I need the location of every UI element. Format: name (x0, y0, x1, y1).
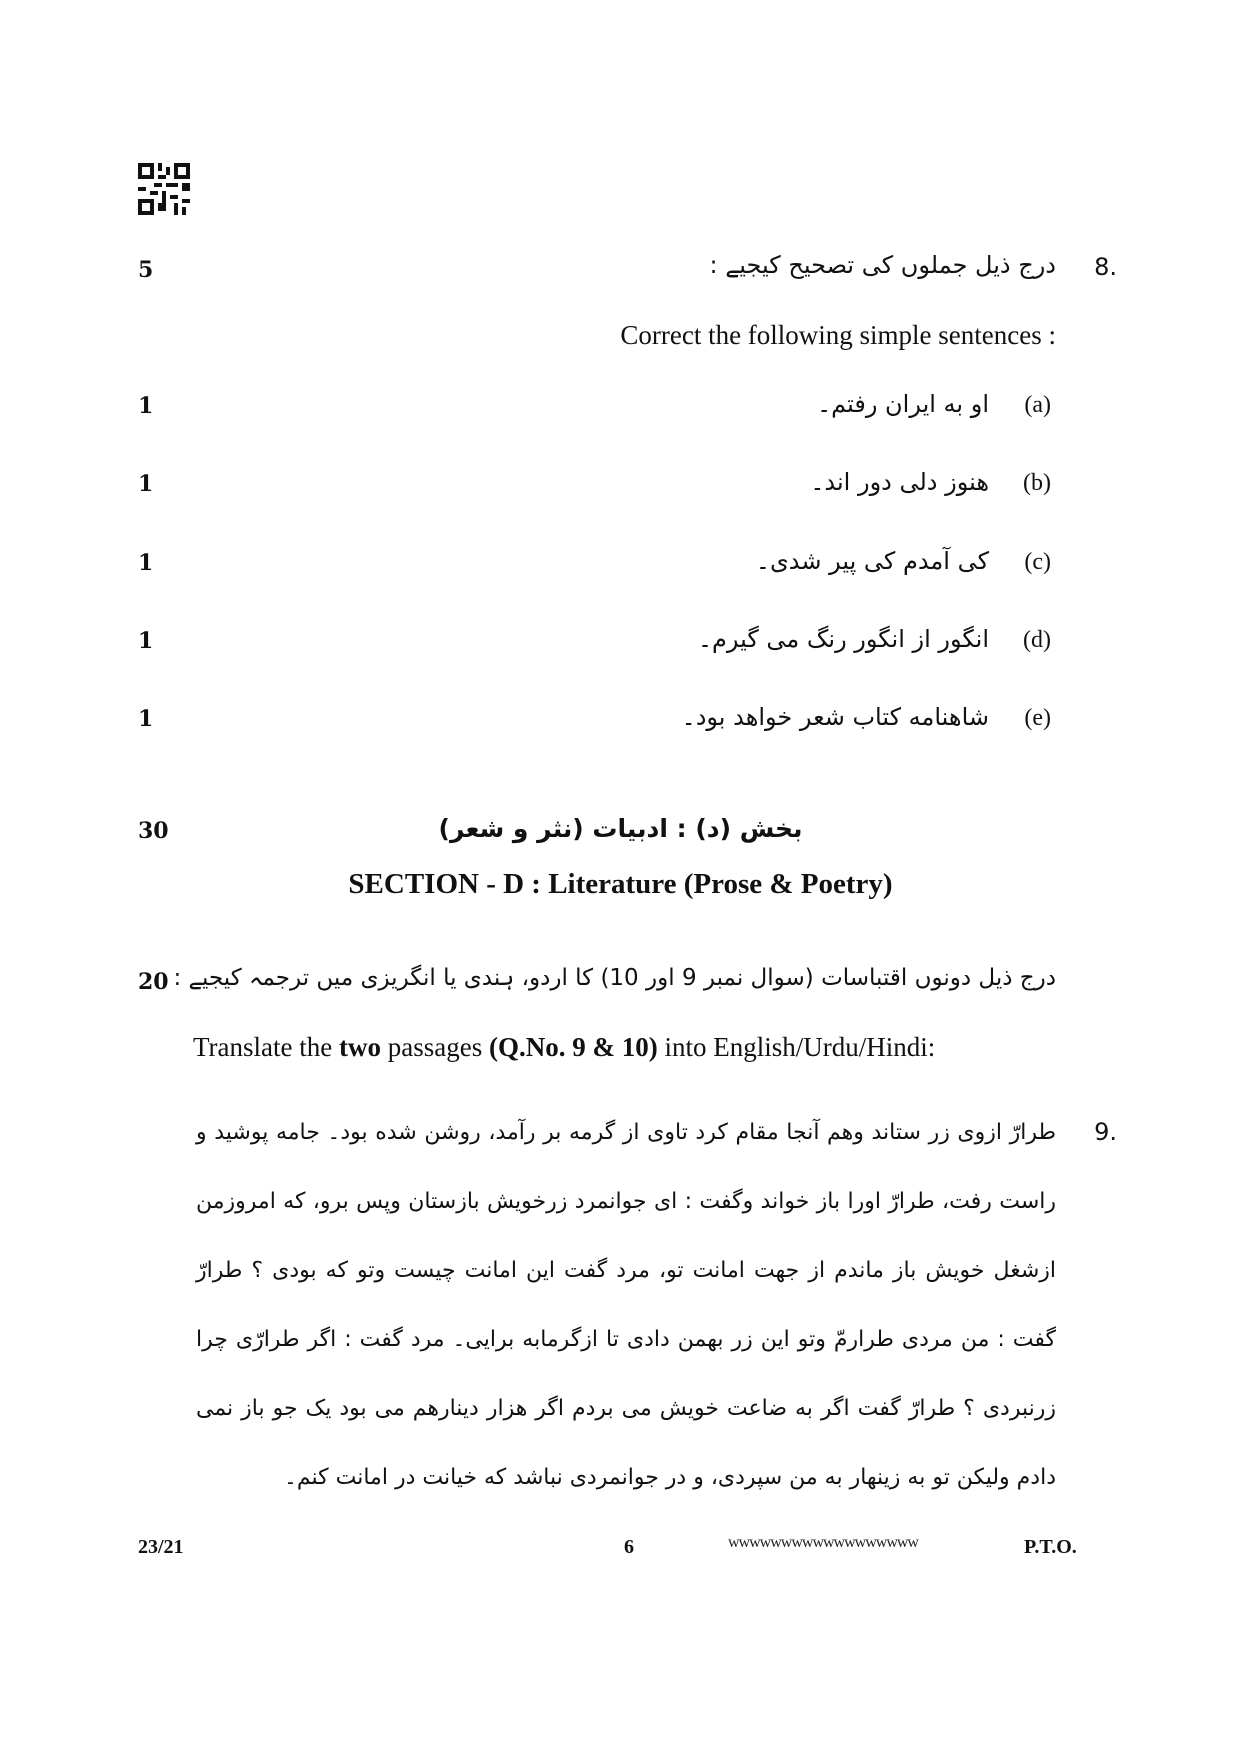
q9-passage: طرارّ ازوی زر ستاند وهم آنجا مقام کرد تاوی از گرمه بر رآمد، روشن شده بود۔ جامه پوشید و راست رفت، طرارّ اورا باز خواند وگفت : ای جوانمرد زرخویش بازستان وپس برو، که امروزمن ازشغل خویش باز ماندم از جهت امانت تو، مرد گفت این امانت چیست وتو که بودی ؟ طرارّ گفت : من مردی طرارمّ وتو این زر بهمن دادی تا ازگرمابه برایی۔ مرد گفت : اگر طرارّی چرا زرنبردی ؟ طرارّ گفت اگر به ضاعت خویش می بردم اگر هزار دینارهم می بود یک جو باز نمی دادم ولیکن تو به زینهار به من سپردی، و در جوانمردی نباشد که خیانت در امانت کنم۔ (196, 1120, 1056, 1490)
item-text: هنوز دلی دور اند۔ (810, 468, 989, 496)
translate-marks: 20 (138, 969, 169, 995)
translate-urdu-instruction: درج ذیل دونوں اقتباسات (سوال نمبر 9 اور 10) کا اردو، ہندی یا انگریزی میں ترجمہ کیجیے : (173, 965, 1056, 991)
item-label: (c) (1024, 549, 1051, 575)
page-number: 6 (624, 1536, 634, 1558)
q8-english-instruction: Correct the following simple sentences : (620, 320, 1056, 350)
section-d-english-title: SECTION - D : Literature (Prose & Poetry) (348, 868, 893, 900)
q8-number: .8 (1094, 253, 1117, 281)
instruction-bold-qno: (Q.No. 9 & 10) (488, 1032, 658, 1062)
item-marks: 1 (138, 628, 154, 654)
instruction-part: into English/Urdu/Hindi: (657, 1032, 936, 1062)
item-text: کی آمدم کی پیر شدی۔ (755, 547, 989, 575)
translate-english-instruction (193, 1032, 935, 1063)
item-marks: 1 (138, 471, 154, 497)
item-label: (b) (1023, 470, 1051, 496)
section-d-marks: 30 (138, 818, 169, 844)
q8-urdu-instruction: درج ذیل جملوں کی تصحیح کیجیے : (709, 251, 1056, 279)
item-label: (a) (1024, 392, 1051, 418)
instruction-part: Translate the (193, 1032, 339, 1062)
item-marks: 1 (138, 550, 154, 576)
instruction-bold-two: two (338, 1032, 381, 1062)
instruction-part: passages (380, 1032, 489, 1062)
item-label: (e) (1024, 705, 1051, 731)
q9-number: .9 (1094, 1118, 1117, 1146)
item-marks: 1 (138, 706, 154, 732)
paper-code: 23/21 (138, 1536, 184, 1558)
pto-label: P.T.O. (1024, 1536, 1077, 1558)
wavy-divider: wwwwwwwwwwwwwwwwww (728, 1534, 918, 1551)
q8-marks: 5 (138, 257, 154, 283)
item-marks: 1 (138, 393, 154, 419)
item-text: شاهنامه کتاب شعر خواهد بود۔ (681, 703, 989, 731)
qr-code-icon (138, 163, 190, 215)
item-text: انگور از انگور رنگ می گیرم۔ (697, 625, 989, 653)
section-d-urdu-title: بخش (د) : ادبیات (نثر و شعر) (438, 814, 803, 843)
item-label: (d) (1023, 627, 1051, 653)
item-text: او به ایران رفتم۔ (817, 390, 989, 418)
